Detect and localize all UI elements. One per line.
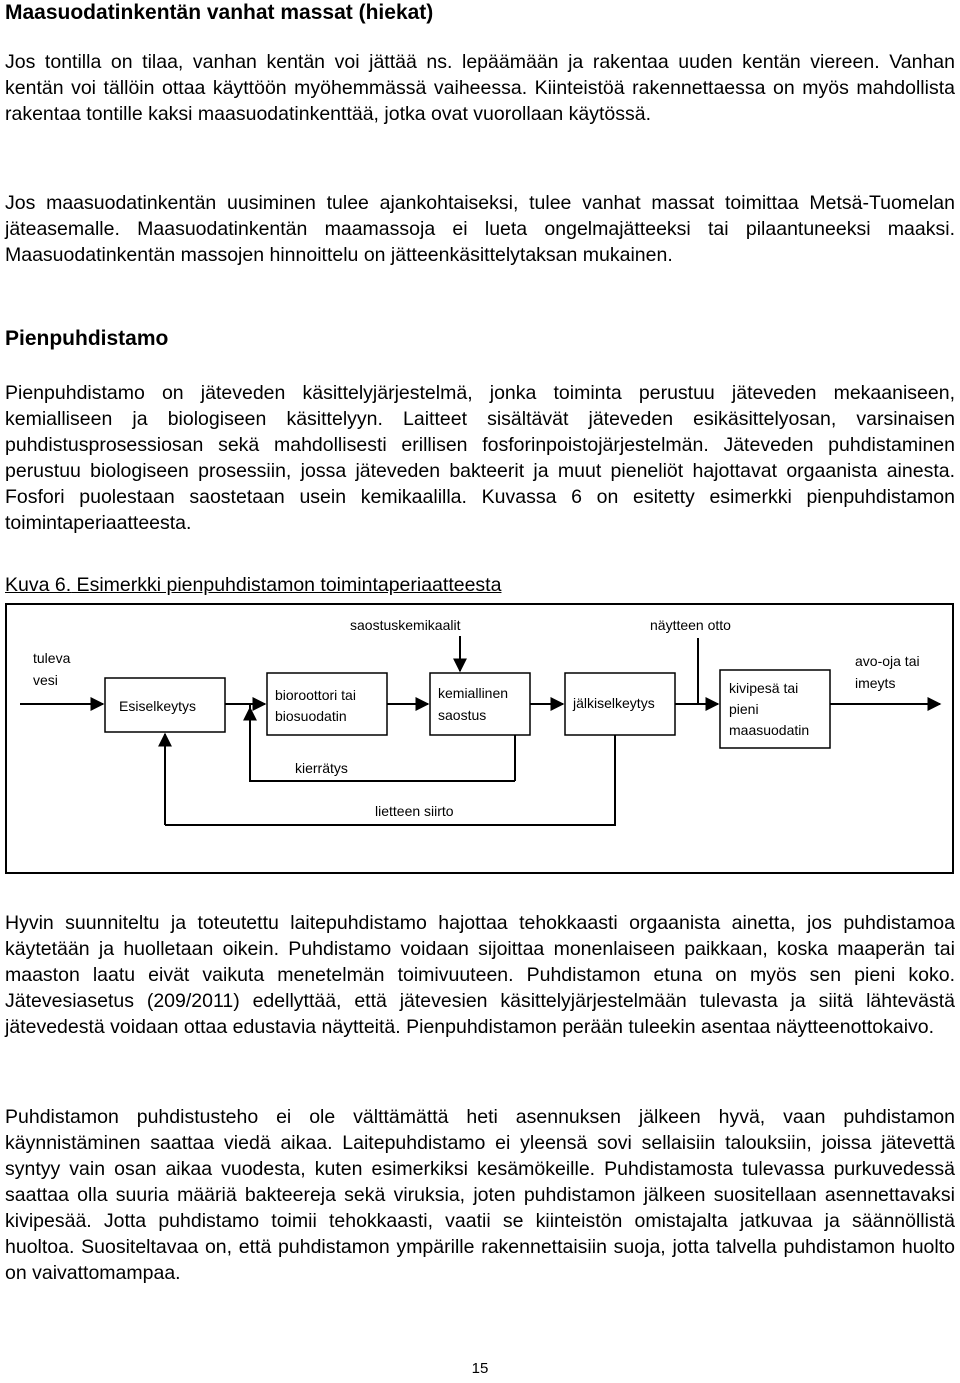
- page-number: 15: [471, 1360, 489, 1377]
- sampling-label: näytteen otto: [650, 617, 731, 633]
- figure-caption-prefix: Kuva 6.: [5, 574, 72, 596]
- box-post-settling-label: jälkiselkeytys: [573, 695, 655, 711]
- box-chemical-label-2: saostus: [438, 707, 487, 723]
- section-heading-small-plant: Pienpuhdistamo: [5, 327, 169, 350]
- box-stone-pit-label-3: maasuodatin: [729, 722, 810, 738]
- recycling-label: kierrätys: [295, 760, 348, 776]
- paragraph: Jos tontilla on tilaa, vanhan kentän voi jättää ns. lepäämään ja rakentaa uuden kentän viereen. Vanhan kentän voi tällöin ottaa käyttöön myöhemmässä vaiheessa. Kiinteistöä rakennettaessa on myös mahdollista rakentaa tontille kaksi maasuodatinkenttää, jotka ovat vuorollaan käytössä.: [5, 51, 955, 125]
- chemicals-label: saostuskemikaalit: [350, 617, 461, 633]
- outflow-label-1: avo-oja tai: [855, 653, 920, 669]
- paragraph: Jos maasuodatinkentän uusiminen tulee ajankohtaiseksi, tulee vanhat massat toimittaa Metsä-Tuomelan jäteasemalle. Maasuodatinkentän maamassoja ei lueta ongelmajätteeksi tai pilaantuneeksi maaksi. Maasuodatinkentän massojen hinnoittelu on jätteenkäsittelytaksan mukainen.: [5, 192, 955, 266]
- sludge-label: lietteen siirto: [375, 803, 454, 819]
- box-biorotor-label-2: biosuodatin: [275, 708, 347, 724]
- section-heading-old-masses: Maasuodatinkentän vanhat massat (hiekat): [5, 1, 434, 24]
- paragraph: Hyvin suunniteltu ja toteutettu laitepuhdistamo hajottaa tehokkaasti orgaanista ainetta, jos puhdistamoa käytetään ja huolletaan oikein. Puhdistamo voidaan sijoittaa monenlaiseen paikkaan, koska maaperän tai maaston laatu eivät vaikuta menetelmän toimivuuteen. Puhdistamon etuna on myös sen pieni koko. Jätevesiasetus (209/2011) edellyttää, että jätevesien käsittelyjärjestelmään tulevasta ja siitä lähtevästä jätevedestä voidaan ottaa edustavia näytteitä. Pienpuhdistamon perään tuleekin asentaa näytteenottokaivo.: [5, 912, 955, 1038]
- box-stone-pit-label-1: kivipesä tai: [729, 680, 799, 696]
- box-pre-settling-label: Esiselkeytys: [119, 698, 197, 714]
- box-chemical-label-1: kemiallinen: [438, 685, 509, 701]
- paragraph: Puhdistamon puhdistusteho ei ole välttämättä heti asennuksen jälkeen hyvä, vaan puhdistamon käynnistäminen saattaa viedä aikaa. Laitepuhdistamo ei yleensä sovi sellaisiin talouksiin, joissa jätevettä syntyy vain osan aikaa vuodesta, kuten esimerkiksi kesämökeille. Puhdistamosta tulevassa purkuvedessä saattaa olla suuria määriä bakteereja sekä viruksia, joten puhdistamon jälkeen suositellaan asennettavaksi kivipesää. Jotta puhdistamo toimii tehokkaasti, vaatii se kiinteistön omistajalta jatkuvaa ja säännöllistä huoltoa. Suositeltavaa on, että puhdistamon ympärille rakennettaisiin suoja, jotta talvella puhdistamon huolto on vaivattomampaa.: [5, 1106, 955, 1284]
- figure-caption-text: Esimerkki pienpuhdistamon toimintaperiaatteesta: [71, 574, 502, 596]
- box-chemical-precipitation: [430, 673, 530, 735]
- figure-caption: [5, 572, 501, 598]
- box-biorotor-label-1: bioroottori tai: [275, 687, 356, 703]
- box-biorotor: [267, 673, 387, 735]
- treatment-process-diagram: [5, 603, 955, 875]
- outflow-label-2: imeyts: [855, 675, 896, 691]
- diagram-frame: [6, 604, 953, 873]
- paragraph: Pienpuhdistamo on jäteveden käsittelyjärjestelmä, jonka toiminta perustuu jäteveden mekaaniseen, kemialliseen ja biologiseen käsittelyyn. Laitteet sisältävät jäteveden esikäsittelyosan, varsinaisen puhdistusprosessiosan sekä mahdollisesti erillisen fosforinpoistojärjestelmän. Jäteveden puhdistaminen perustuu biologiseen prosessiin, jossa jäteveden bakteerit ja muut pieneliöt hajottavat orgaanista ainesta. Fosfori puolestaan saostetaan usein kemikaalilla. Kuvassa 6 on esitetty esimerkki pienpuhdistamon toimintaperiaatteesta.: [5, 382, 955, 534]
- inflow-label-1: tuleva: [33, 650, 71, 666]
- box-stone-pit-label-2: pieni: [729, 701, 759, 717]
- inflow-label-2: vesi: [33, 672, 58, 688]
